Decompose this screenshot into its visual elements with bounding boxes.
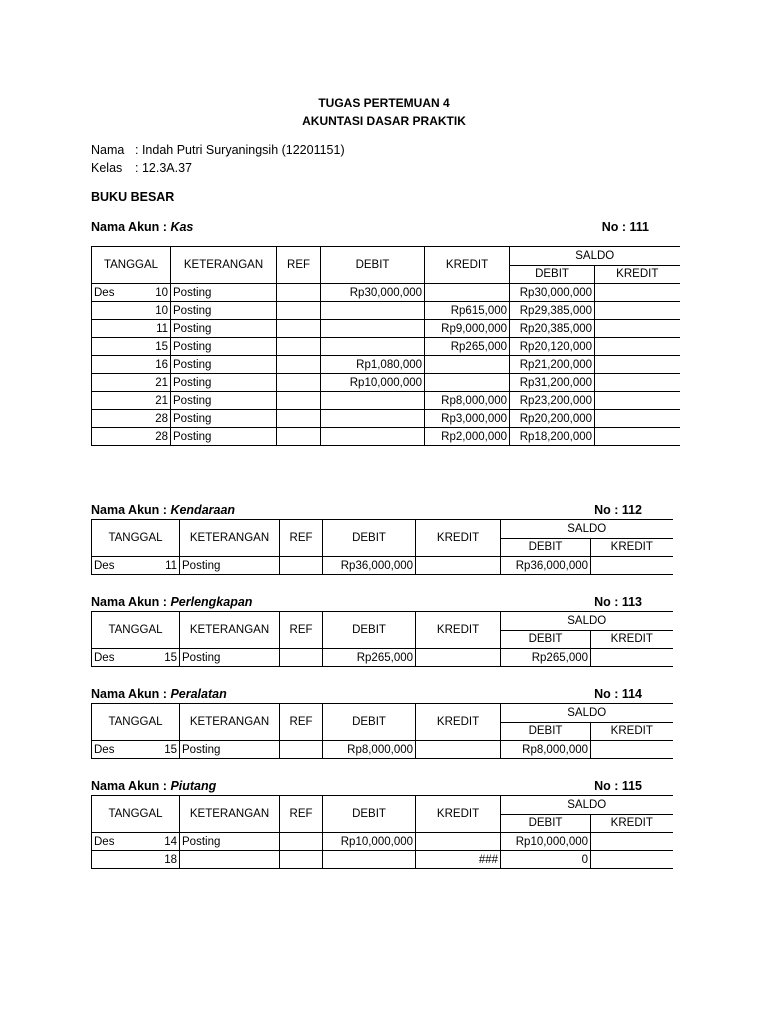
col-ref-header: REF: [280, 612, 323, 649]
col-debit-header: DEBIT: [323, 704, 416, 741]
cell-day: 11: [140, 557, 180, 575]
col-saldo-debit-header: DEBIT: [501, 722, 591, 741]
account-number: No : 115: [594, 779, 642, 793]
table-row: [92, 338, 680, 356]
cell-day: 28: [137, 410, 171, 428]
table-row: [92, 428, 680, 446]
col-ref-header: REF: [280, 704, 323, 741]
table-row: [92, 557, 673, 575]
cell-saldo-kredit: [591, 557, 673, 575]
header-row: [92, 796, 673, 815]
cell-kredit: [416, 833, 501, 851]
cell-saldo-debit: Rp265,000: [501, 649, 591, 667]
cell-saldo-debit: Rp18,200,000: [510, 428, 595, 446]
cell-saldo-debit: Rp10,000,000: [501, 833, 591, 851]
cell-month: [92, 356, 137, 374]
col-saldo-header: SALDO: [501, 612, 673, 631]
col-keterangan-header: KETERANGAN: [180, 520, 280, 557]
col-saldo-debit-header: DEBIT: [510, 265, 595, 284]
cell-debit: Rp36,000,000: [323, 557, 416, 575]
ledger-table: [91, 703, 673, 759]
table-row: [92, 320, 680, 338]
cell-description: Posting: [171, 302, 277, 320]
cell-month: [92, 410, 137, 428]
col-kredit-header: KREDIT: [425, 247, 510, 284]
cell-month: Des: [92, 284, 137, 302]
cell-day: 21: [137, 374, 171, 392]
account-number: No : 114: [594, 687, 642, 701]
cell-day: 15: [140, 649, 180, 667]
cell-kredit: [416, 741, 501, 759]
cell-ref: [280, 851, 323, 869]
table-row: [92, 284, 680, 302]
cell-saldo-debit: Rp29,385,000: [510, 302, 595, 320]
section-title: BUKU BESAR: [91, 190, 175, 204]
cell-month: [92, 392, 137, 410]
col-kredit-header: KREDIT: [416, 704, 501, 741]
col-tanggal-header: TANGGAL: [92, 612, 180, 649]
cell-kredit: ###: [416, 851, 501, 869]
cell-saldo-kredit: [595, 356, 680, 374]
cell-month: [92, 428, 137, 446]
cell-saldo-kredit: [591, 741, 673, 759]
header-row: [92, 520, 673, 539]
cell-day: 16: [137, 356, 171, 374]
cell-debit: [321, 428, 425, 446]
cell-saldo-debit: Rp31,200,000: [510, 374, 595, 392]
table-row: [92, 374, 680, 392]
cell-description: Posting: [171, 284, 277, 302]
cell-ref: [277, 284, 321, 302]
cell-saldo-kredit: [595, 320, 680, 338]
cell-day: 14: [140, 833, 180, 851]
cell-ref: [277, 428, 321, 446]
col-kredit-header: KREDIT: [416, 796, 501, 833]
col-debit-header: DEBIT: [321, 247, 425, 284]
account-name: Kas: [170, 220, 194, 234]
kelas-value: : 12.3A.37: [135, 161, 192, 175]
cell-kredit: [425, 356, 510, 374]
account-heading: [91, 220, 649, 234]
col-keterangan-header: KETERANGAN: [180, 704, 280, 741]
cell-debit: Rp30,000,000: [321, 284, 425, 302]
col-debit-header: DEBIT: [323, 796, 416, 833]
col-keterangan-header: KETERANGAN: [171, 247, 277, 284]
col-tanggal-header: TANGGAL: [92, 247, 171, 284]
account-heading: [91, 595, 642, 609]
account-label: Nama Akun :: [91, 220, 167, 234]
col-kredit-header: KREDIT: [416, 520, 501, 557]
cell-kredit: [416, 557, 501, 575]
cell-ref: [277, 302, 321, 320]
cell-description: Posting: [171, 410, 277, 428]
account-label: Nama Akun :: [91, 595, 167, 609]
col-saldo-kredit-header: KREDIT: [591, 630, 673, 649]
cell-debit: [321, 320, 425, 338]
cell-kredit: Rp3,000,000: [425, 410, 510, 428]
account-number: No : 111: [601, 220, 649, 234]
cell-debit: [323, 851, 416, 869]
table-row: [92, 851, 673, 869]
col-saldo-kredit-header: KREDIT: [591, 538, 673, 557]
header-row: [92, 704, 673, 723]
cell-ref: [280, 741, 323, 759]
ledger-table: [91, 519, 673, 575]
account-heading: [91, 503, 642, 517]
cell-saldo-debit: Rp20,200,000: [510, 410, 595, 428]
cell-month: [92, 374, 137, 392]
cell-saldo-kredit: [591, 851, 673, 869]
cell-kredit: Rp265,000: [425, 338, 510, 356]
cell-kredit: Rp615,000: [425, 302, 510, 320]
cell-month: [92, 338, 137, 356]
cell-saldo-kredit: [595, 428, 680, 446]
cell-kredit: [416, 649, 501, 667]
table-row: [92, 392, 680, 410]
cell-debit: [321, 392, 425, 410]
cell-ref: [277, 410, 321, 428]
cell-debit: Rp265,000: [323, 649, 416, 667]
cell-saldo-debit: Rp30,000,000: [510, 284, 595, 302]
cell-saldo-kredit: [591, 833, 673, 851]
col-saldo-header: SALDO: [501, 520, 673, 539]
col-keterangan-header: KETERANGAN: [180, 796, 280, 833]
cell-ref: [280, 557, 323, 575]
cell-saldo-debit: Rp36,000,000: [501, 557, 591, 575]
account-label: Nama Akun :: [91, 687, 167, 701]
account-heading: [91, 779, 642, 793]
cell-day: 15: [140, 741, 180, 759]
col-ref-header: REF: [277, 247, 321, 284]
col-keterangan-header: KETERANGAN: [180, 612, 280, 649]
table-row: [92, 410, 680, 428]
cell-saldo-debit: Rp23,200,000: [510, 392, 595, 410]
cell-saldo-kredit: [595, 338, 680, 356]
col-tanggal-header: TANGGAL: [92, 796, 180, 833]
cell-ref: [280, 833, 323, 851]
cell-debit: Rp1,080,000: [321, 356, 425, 374]
nama-label: Nama: [91, 143, 125, 157]
cell-saldo-kredit: [595, 302, 680, 320]
cell-debit: [321, 410, 425, 428]
cell-description: [180, 851, 280, 869]
cell-month: [92, 302, 137, 320]
cell-saldo-kredit: [595, 284, 680, 302]
col-saldo-header: SALDO: [501, 704, 673, 723]
col-saldo-debit-header: DEBIT: [501, 538, 591, 557]
header-row: [92, 612, 673, 631]
cell-description: Posting: [180, 741, 280, 759]
cell-description: Posting: [171, 356, 277, 374]
cell-debit: Rp10,000,000: [321, 374, 425, 392]
table-row: [92, 302, 680, 320]
cell-month: [92, 851, 140, 869]
cell-debit: Rp10,000,000: [323, 833, 416, 851]
ledger-table: [91, 611, 673, 667]
cell-description: Posting: [180, 649, 280, 667]
cell-saldo-kredit: [595, 392, 680, 410]
cell-debit: Rp8,000,000: [323, 741, 416, 759]
account-number: No : 112: [594, 503, 642, 517]
col-saldo-kredit-header: KREDIT: [595, 265, 680, 284]
col-ref-header: REF: [280, 520, 323, 557]
cell-day: 11: [137, 320, 171, 338]
cell-description: Posting: [171, 320, 277, 338]
cell-saldo-debit: Rp20,120,000: [510, 338, 595, 356]
doc-subtitle: AKUNTASI DASAR PRAKTIK: [302, 114, 466, 128]
account-number: No : 113: [594, 595, 642, 609]
doc-title: TUGAS PERTEMUAN 4: [318, 96, 450, 110]
ledger-table: [91, 795, 673, 869]
cell-saldo-kredit: [595, 374, 680, 392]
cell-kredit: Rp8,000,000: [425, 392, 510, 410]
account-name: Piutang: [170, 779, 217, 793]
col-debit-header: DEBIT: [323, 520, 416, 557]
cell-description: Posting: [171, 338, 277, 356]
cell-day: 15: [137, 338, 171, 356]
cell-day: 18: [140, 851, 180, 869]
cell-month: Des: [92, 557, 140, 575]
table-row: [92, 356, 680, 374]
cell-saldo-debit: Rp8,000,000: [501, 741, 591, 759]
student-name-line: [91, 143, 345, 157]
cell-day: 10: [137, 284, 171, 302]
cell-month: Des: [92, 741, 140, 759]
cell-description: Posting: [180, 557, 280, 575]
student-class-line: [91, 161, 192, 175]
cell-description: Posting: [171, 428, 277, 446]
cell-description: Posting: [171, 374, 277, 392]
cell-saldo-debit: Rp20,385,000: [510, 320, 595, 338]
ledger-table: [91, 246, 680, 446]
account-name: Peralatan: [170, 687, 227, 701]
col-saldo-header: SALDO: [501, 796, 673, 815]
cell-kredit: Rp9,000,000: [425, 320, 510, 338]
account-heading: [91, 687, 642, 701]
cell-ref: [280, 649, 323, 667]
table-row: [92, 741, 673, 759]
col-saldo-kredit-header: KREDIT: [591, 814, 673, 833]
cell-description: Posting: [180, 833, 280, 851]
cell-ref: [277, 338, 321, 356]
cell-kredit: Rp2,000,000: [425, 428, 510, 446]
kelas-label: Kelas: [91, 161, 123, 175]
cell-saldo-debit: Rp21,200,000: [510, 356, 595, 374]
cell-saldo-kredit: [595, 410, 680, 428]
cell-debit: [321, 302, 425, 320]
account-name: Kendaraan: [170, 503, 236, 517]
account-label: Nama Akun :: [91, 779, 167, 793]
col-debit-header: DEBIT: [323, 612, 416, 649]
col-saldo-kredit-header: KREDIT: [591, 722, 673, 741]
cell-kredit: [425, 374, 510, 392]
col-kredit-header: KREDIT: [416, 612, 501, 649]
cell-description: Posting: [171, 392, 277, 410]
col-ref-header: REF: [280, 796, 323, 833]
col-saldo-debit-header: DEBIT: [501, 630, 591, 649]
cell-saldo-kredit: [591, 649, 673, 667]
account-name: Perlengkapan: [170, 595, 253, 609]
cell-day: 21: [137, 392, 171, 410]
cell-debit: [321, 338, 425, 356]
cell-day: 10: [137, 302, 171, 320]
table-row: [92, 833, 673, 851]
cell-saldo-debit: 0: [501, 851, 591, 869]
cell-day: 28: [137, 428, 171, 446]
cell-ref: [277, 392, 321, 410]
cell-ref: [277, 356, 321, 374]
cell-month: Des: [92, 649, 140, 667]
cell-month: [92, 320, 137, 338]
cell-kredit: [425, 284, 510, 302]
table-row: [92, 649, 673, 667]
header-row: [92, 247, 680, 266]
cell-month: Des: [92, 833, 140, 851]
cell-ref: [277, 320, 321, 338]
nama-value: : Indah Putri Suryaningsih (12201151): [135, 143, 345, 157]
account-label: Nama Akun :: [91, 503, 167, 517]
col-tanggal-header: TANGGAL: [92, 704, 180, 741]
col-tanggal-header: TANGGAL: [92, 520, 180, 557]
col-saldo-debit-header: DEBIT: [501, 814, 591, 833]
cell-ref: [277, 374, 321, 392]
col-saldo-header: SALDO: [510, 247, 680, 266]
